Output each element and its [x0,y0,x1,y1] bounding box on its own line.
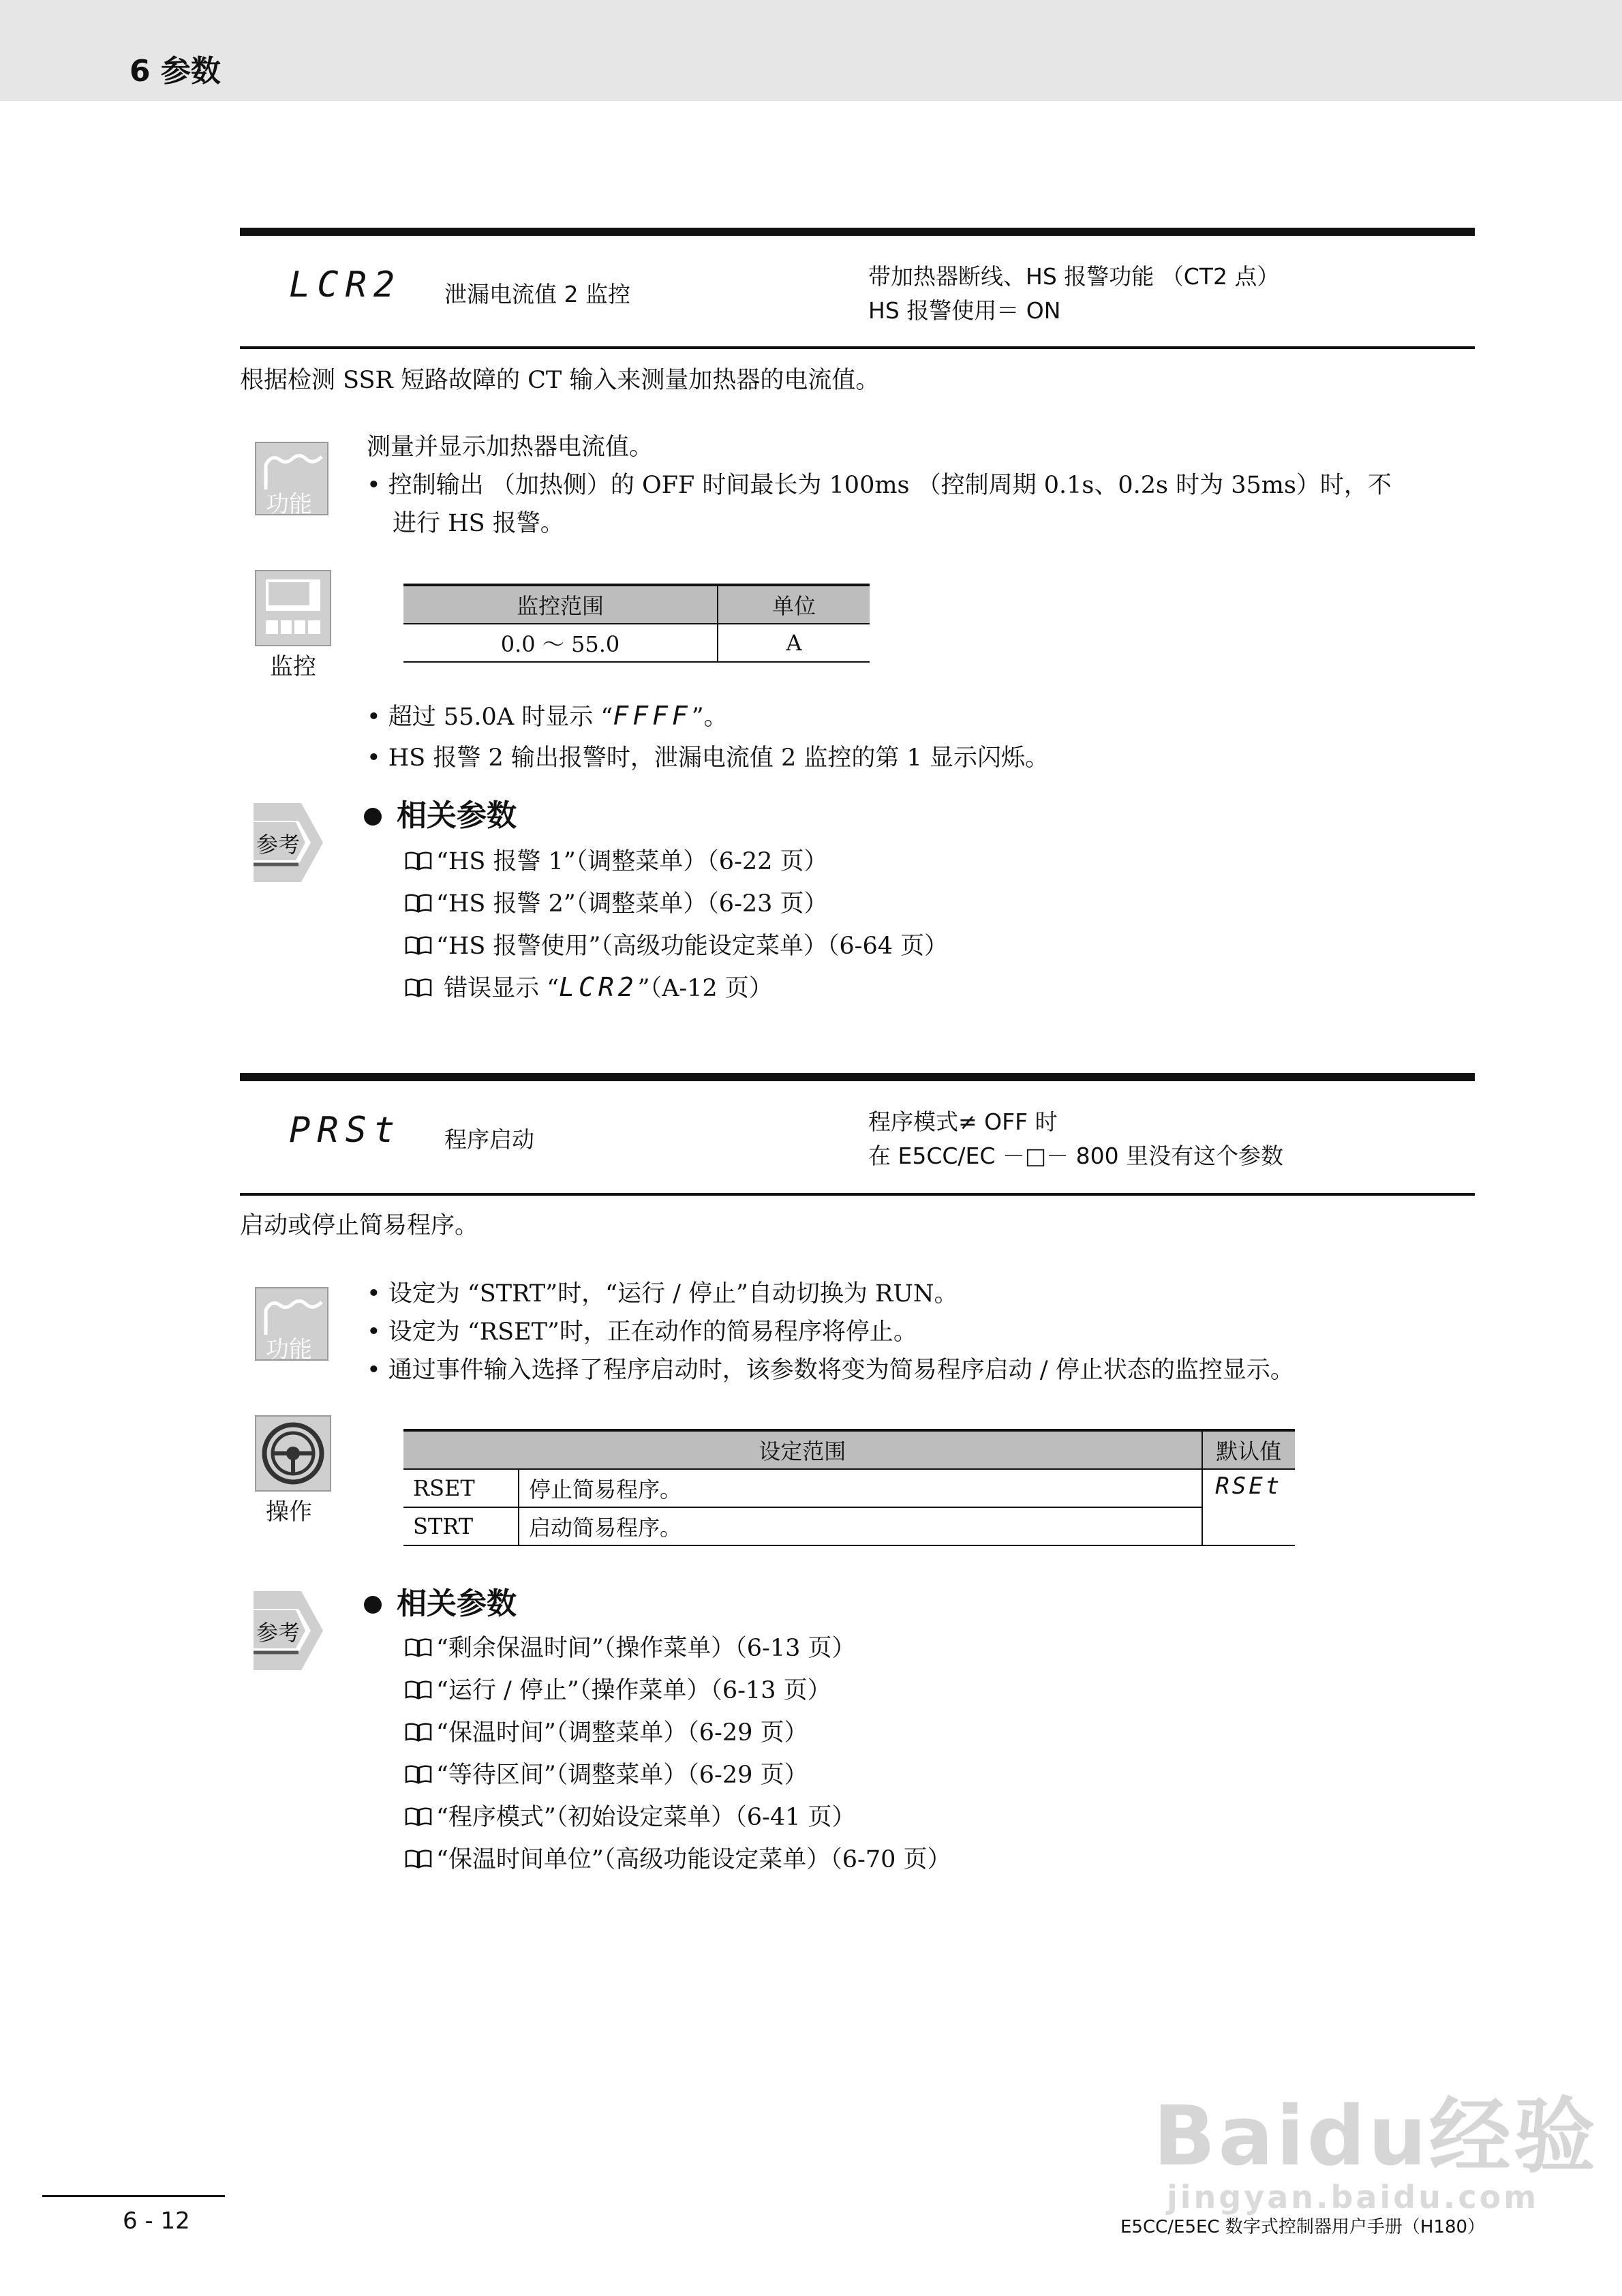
table-header-unit: 单位 [718,585,870,624]
book-icon [405,1680,432,1700]
related-heading-text: 相关参数 [397,1586,517,1621]
book-icon [405,1765,432,1784]
section1-note2: • HS 报警 2 输出报警时，泄漏电流值 2 监控的第 1 显示闪烁。 [367,744,1049,772]
section2-ref-4 [405,1756,808,1790]
steering-wheel-icon [255,1415,331,1492]
section2-ref-1 [405,1629,856,1663]
book-icon [405,1638,432,1657]
chapter-header-band [0,0,1622,101]
ref4-post: ”（A-12 页） [637,975,773,1002]
ref-text: “HS 报警 1”（调整菜单）（6-22 页） [436,848,828,875]
function-icon-label: 功能 [266,491,312,518]
section2-name: 程序启动 [444,1126,534,1153]
baidu-watermark: Baidu经验 [1153,2089,1598,2184]
bullet-dot [364,1596,382,1614]
monitor-icon [255,570,331,646]
ref-text: “保温时间”（调整菜单）（6-29 页） [436,1719,808,1747]
section1-top-rule [240,228,1475,236]
section2-function-line3: • 通过事件输入选择了程序启动时，该参数将变为简易程序启动 / 停止状态的监控显示。 [367,1357,1294,1384]
section2-condition-2: 在 E5CC/EC －□－ 800 里没有这个参数 [868,1143,1284,1169]
ref-text: “运行 / 停止”（操作菜单）（6-13 页） [436,1677,831,1704]
section1-condition-2: HS 报警使用＝ ON [868,297,1061,324]
ref-text: “等待区间”（调整菜单）（6-29 页） [436,1762,808,1789]
book-icon [405,1723,432,1742]
section1-code: LCR2 [289,265,402,305]
section2-function-line1: • 设定为 “STRT”时，“运行 / 停止”自动切换为 RUN。 [367,1280,958,1308]
section1-ref-4 [405,969,773,1003]
section1-related-heading [364,791,517,834]
book-icon [405,1807,432,1826]
chapter-title: 6 参数 [129,54,221,89]
note1-post: ”。 [691,704,728,731]
default-value: RSEt [1215,1472,1283,1500]
section2-top-rule [240,1073,1475,1081]
table-header-default: 默认值 [1202,1430,1296,1469]
book-icon [405,851,432,871]
ref4-code: LCR2 [559,972,638,1002]
ref-text: “HS 报警使用”（高级功能设定菜单）（6-64 页） [436,933,949,960]
section1-name: 泄漏电流值 2 监控 [444,281,630,307]
table-cell-default [1202,1469,1296,1545]
section2-bottom-rule [240,1193,1475,1196]
section1-function-line3: 进行 HS 报警。 [393,510,564,537]
section1-function-line2: • 控制输出 （加热侧）的 OFF 时间最长为 100ms （控制周期 0.1s、0.2s 时为 35ms）时，不 [367,472,1392,499]
ref-text: “程序模式”（初始设定菜单）（6-41 页） [436,1804,856,1831]
book-icon [405,1849,432,1869]
note1-pre: • 超过 55.0A 时显示 “ [367,704,613,731]
section1-intro: 根据检测 SSR 短路故障的 CT 输入来测量加热器的电流值。 [240,367,880,394]
section2-related-heading [364,1579,517,1622]
page-number: 6 - 12 [123,2207,190,2235]
manual-title: E5CC/E5EC 数字式控制器用户手册（H180） [1120,2217,1486,2237]
table-cell-rset-desc: 停止简易程序。 [519,1469,1202,1507]
section2-code: PRSt [289,1110,402,1151]
table-cell-rset: RSET [403,1469,519,1507]
watermark-url: jingyan.baidu.com [1167,2179,1540,2216]
section1-condition-1: 带加热器断线、HS 报警功能 （CT2 点） [868,263,1280,290]
book-icon [405,978,432,997]
section2-ref-3 [405,1714,808,1748]
related-heading-text: 相关参数 [397,798,517,833]
monitor-range-table [403,584,870,663]
reference-icon-label: 参考 [256,832,301,858]
monitor-icon-label: 监控 [270,653,316,680]
section1-note1 [367,697,728,736]
section2-ref-6 [405,1841,951,1875]
bullet-dot [364,808,382,826]
table-cell-range: 0.0 ～ 55.0 [403,624,718,662]
setting-range-table [403,1429,1295,1546]
table-cell-unit: A [718,624,870,662]
section2-ref-5 [405,1798,856,1832]
book-icon [405,894,432,913]
reference-icon-label: 参考 [256,1620,301,1646]
ref-text: “保温时间单位”（高级功能设定菜单）（6-70 页） [436,1846,951,1873]
section1-bottom-rule [240,346,1475,349]
section2-intro: 启动或停止简易程序。 [240,1212,479,1239]
operation-icon-label: 操作 [266,1498,312,1526]
table-cell-strt-desc: 启动简易程序。 [519,1507,1202,1545]
table-header-setting-range: 设定范围 [403,1430,1202,1469]
note1-code: FFFF [613,701,692,731]
section1-ref-3 [405,927,948,961]
ref-text: “HS 报警 2”（调整菜单）（6-23 页） [436,890,828,918]
section2-condition-1: 程序模式≠ OFF 时 [868,1108,1058,1135]
function-icon-label: 功能 [266,1336,312,1363]
table-cell-strt: STRT [403,1507,519,1545]
table-header-range: 监控范围 [403,585,718,624]
footer-rule [42,2195,225,2197]
book-icon [405,936,432,955]
section2-function-line2: • 设定为 “RSET”时，正在动作的简易程序将停止。 [367,1318,917,1346]
ref-text: “剩余保温时间”（操作菜单）（6-13 页） [436,1635,856,1662]
section2-ref-2 [405,1672,831,1706]
section1-ref-2 [405,885,828,919]
section1-ref-1 [405,843,828,877]
ref4-pre: 错误显示 “ [436,975,560,1002]
section1-function-line1: 测量并显示加热器电流值。 [367,434,654,461]
